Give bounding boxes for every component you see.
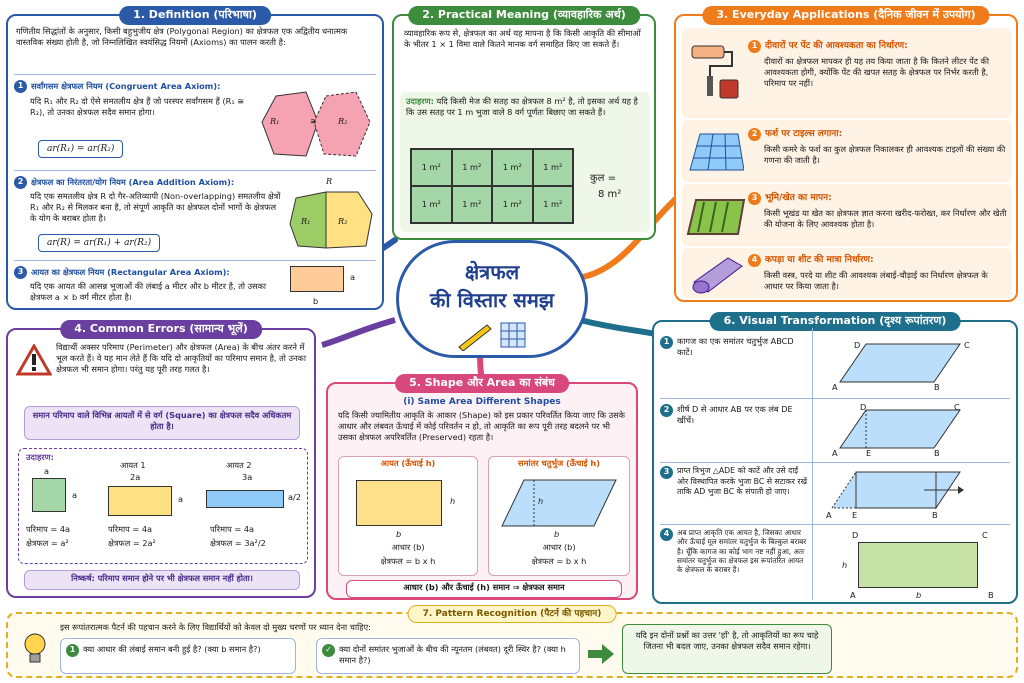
- paint-roller-icon: [688, 42, 744, 102]
- axiom-1-number: 1: [14, 80, 27, 93]
- visual-transformation-panel: [652, 314, 1018, 604]
- total-value: 8 m²: [598, 189, 622, 200]
- warning-icon: [16, 344, 52, 376]
- square-shape: [32, 478, 66, 512]
- label-r1-split: R₁: [301, 216, 311, 226]
- label-congruent: ≅: [310, 116, 317, 126]
- area-addition-figure: [286, 184, 376, 254]
- unit-square: 1 m²: [492, 186, 533, 223]
- errors-title: 4. Common Errors (सामान्य भूलें): [60, 320, 262, 339]
- step-1-number: 1: [660, 336, 673, 349]
- step-3-text: प्राप्त त्रिभुज △ADE को काटें और उसे दाईं ओर विस्थापित करके भुजा BC से सटाकर रखें ताकि AD भुजा BC के संपाती हो जाए।: [677, 466, 807, 497]
- square-perimeter: परिमाप = 4a: [26, 524, 71, 534]
- rect1-side-label: a: [178, 494, 184, 504]
- unit-square: 1 m²: [533, 186, 574, 223]
- parallelogram-case-base: आधार (b): [542, 542, 576, 552]
- definition-title: 1. Definition (परिभाषा): [119, 6, 271, 25]
- step-1-parallelogram: [830, 338, 980, 388]
- s4-h: h: [842, 560, 848, 570]
- s2-D: D: [860, 402, 867, 412]
- unit-square: 1 m²: [533, 149, 574, 186]
- definition-intro: गणितीय सिद्धांतों के अनुसार, किसी बहुभुजीय क्षेत्र (Polygonal Region) का क्षेत्रफल एक अद्वितीय धनात्मक वास्तविक संख्या होती है, जो निम्नलिखित स्वयंसिद्ध नियमों (Axioms) का पालन करती है:: [16, 26, 348, 48]
- shape-area-subtitle: (i) Same Area Different Shapes: [403, 397, 561, 407]
- unit-square: 1 m²: [492, 149, 533, 186]
- rect2-top-label: 3a: [242, 472, 253, 482]
- unit-squares-grid: [410, 148, 574, 224]
- step-4-rectangle: [858, 542, 978, 588]
- axiom-2-title: क्षेत्रफल का निरंतरता/योग नियम (Area Addition Axiom):: [31, 176, 235, 187]
- cloth-roll-icon: [688, 252, 744, 296]
- axiom-3-number: 3: [14, 266, 27, 279]
- center-title-line2: की विस्तार समझ: [430, 288, 554, 312]
- axiom-3-title: आयत का क्षेत्रफल नियम (Rectangular Area Axiom):: [31, 266, 230, 277]
- app-3-title: भूमि/खेत का मापन:: [765, 193, 832, 204]
- rect1-top-label: 2a: [130, 472, 141, 482]
- rectangle-case-b: b: [396, 529, 402, 539]
- rect-side-b: b: [313, 296, 319, 306]
- rect2-area: क्षेत्रफल = 3a²/2: [210, 538, 266, 548]
- s4-D: D: [852, 530, 859, 540]
- app-3-number: 3: [748, 192, 761, 205]
- rectangle-case-formula: क्षेत्रफल = b x h: [380, 556, 436, 566]
- label-r2: R₂: [338, 116, 348, 126]
- errors-highlight: समान परिमाप वाले विभिन्न आयतों में से वर्ग (Square) का क्षेत्रफल सदैव अधिकतम होता है।: [32, 410, 292, 432]
- step-2-text: शीर्ष D से आधार AB पर एक लंब DE खींचें।: [677, 404, 793, 426]
- label-r1: R₁: [270, 116, 280, 126]
- example-label: उदाहरण:: [406, 96, 434, 106]
- square-area: क्षेत्रफल = a²: [26, 538, 69, 548]
- practical-text: व्यावहारिक रूप से, क्षेत्रफल का अर्थ यह मापना है कि किसी आकृति की सीमाओं के भीतर 1 × 1 विमा वाले कितने मानक वर्ग समाहित किए जा सकते हैं।: [404, 28, 641, 50]
- center-topic-bubble: [396, 240, 588, 358]
- errors-conclusion: निष्कर्ष: परिमाप समान होने पर भी क्षेत्रफल समान नहीं होता।: [71, 573, 253, 583]
- s1-C: C: [964, 340, 970, 350]
- s4-C: C: [982, 530, 988, 540]
- axiom-1-formula: ar(R₁) = ar(R₂): [38, 140, 123, 158]
- step-1-text: कागज का एक समांतर चतुर्भुज ABCD काटें।: [677, 336, 794, 358]
- step-3-shift-figure: [830, 468, 1010, 516]
- transformation-title: 6. Visual Transformation (दृश्य रूपांतरण): [710, 312, 961, 331]
- parallelogram-case-formula: क्षेत्रफल = b x h: [531, 556, 587, 566]
- rect2-side-label: a/2: [288, 492, 301, 502]
- rect1-title: आयत 1: [120, 460, 146, 470]
- unit-square: 1 m²: [411, 149, 452, 186]
- shape-area-panel: [326, 376, 638, 600]
- rectangle-case-shape: [356, 480, 442, 526]
- s3-A: A: [826, 510, 832, 520]
- label-r: R: [326, 176, 333, 186]
- s4-B: B: [988, 590, 994, 600]
- parallelogram-case-title: समांतर चतुर्भुज (ऊँचाई h): [518, 458, 600, 468]
- rectangle-case-title: आयत (ऊँचाई h): [380, 458, 436, 468]
- s4-b: b: [916, 590, 922, 600]
- rectangle-case-base: आधार (b): [391, 542, 425, 552]
- s2-C: C: [954, 402, 960, 412]
- example-text: यदि किसी मेज की सतह का क्षेत्रफल 8 m² है, तो इसका अर्थ यह है कि उस सतह पर 1 m भुजा वाले 8 वर्ग पूर्णतः बिछाए जा सकते हैं।: [406, 96, 638, 118]
- s1-D: D: [854, 340, 861, 350]
- app-1-text: दीवारों का क्षेत्रफल मापकर ही यह तय किया जाता है कि कितने लीटर पेंट की आवश्यकता होगी, क्योंकि पेंट की खपत सतह के क्षेत्रफल पर निर्भर करती है, परिमाप पर नहीं।: [764, 56, 989, 89]
- step-3-number: 3: [660, 466, 673, 479]
- s2-A: A: [832, 448, 838, 458]
- step-4-text: अब प्राप्त आकृति एक आयत है, जिसका आधार और ऊँचाई मूल समांतर चतुर्भुज के बिल्कुल बराबर है। चूँकि कागज का कोई भाग नष्ट नहीं हुआ, अतः समांतर चतुर्भुज का क्षेत्रफल इस रूपांतरित आयत के क्षेत्रफल के बराबर है।: [677, 528, 807, 575]
- s2-E: E: [866, 448, 872, 458]
- axiom-2-number: 2: [14, 176, 27, 189]
- pattern-intro: इस रूपांतरात्मक पैटर्न की पहचान करने के लिए विद्यार्थियों को केवल दो मुख्य चरणों पर ध्यान देना चाहिए:: [60, 622, 371, 632]
- unit-square: 1 m²: [452, 186, 493, 223]
- app-3-text: किसी भूखंड या खेत का क्षेत्रफल ज्ञात करना खरीद-फरोख्त, कर निर्धारण और खेती की योजना के लिए आवश्यक होता है।: [764, 208, 1007, 230]
- question-1-number: 1: [66, 644, 79, 657]
- step-2-number: 2: [660, 404, 673, 417]
- result-text: यदि इन दोनों प्रश्नों का उत्तर 'हाँ' है, तो आकृतियों का रूप चाहे जितना भी बदल जाए, उनका क्षेत्रफल सदैव समान रहेगा।: [635, 630, 819, 652]
- axiom-1-title: सर्वांगसम क्षेत्रफल नियम (Congruent Area Axiom):: [31, 80, 221, 91]
- field-plot-icon: [686, 194, 746, 238]
- rect1-perimeter: परिमाप = 4a: [108, 524, 153, 534]
- floor-tiles-icon: [688, 130, 744, 174]
- s1-A: A: [832, 382, 838, 392]
- app-4-number: 4: [748, 254, 761, 267]
- app-2-number: 2: [748, 128, 761, 141]
- total-label: कुल =: [590, 173, 617, 184]
- square-top-label: a: [44, 466, 50, 476]
- check-icon: ✓: [322, 644, 335, 657]
- axiom-2-formula: ar(R) = ar(R₁) + ar(R₂): [38, 234, 160, 252]
- question-1-text: क्या आधार की लंबाई समान बनी हुई है? (क्या b समान है?): [83, 644, 261, 654]
- parallelogram-case-shape: [500, 478, 620, 530]
- shape-area-footer: आधार (b) और ऊँचाई (h) समान ⇒ क्षेत्रफल समान: [403, 582, 565, 592]
- errors-example-label: उदाहरण:: [26, 452, 54, 462]
- rect2-shape: [206, 490, 284, 508]
- everyday-applications-panel: [674, 8, 1018, 302]
- center-title-line1: क्षेत्रफल: [464, 260, 520, 284]
- app-4-title: कपड़ा या शीट की मात्रा निर्धारण:: [765, 255, 874, 266]
- lightbulb-icon: [20, 630, 50, 666]
- axiom-3-text: यदि एक आयत की आसन्न भुजाओं की लंबाई a मीटर और b मीटर है, तो उसका क्षेत्रफल a × b वर्ग मीटर होता है।: [30, 281, 267, 303]
- app-1-title: दीवारों पर पेंट की आवश्यकता का निर्धारण:: [765, 41, 908, 52]
- rect1-area: क्षेत्रफल = 2a²: [108, 538, 156, 548]
- rectangle-figure: [290, 266, 344, 292]
- app-2-text: किसी कमरे के फर्श का कुल क्षेत्रफल निकालकर ही आवश्यक टाइलों की संख्या की गणना की जाती है।: [764, 144, 1006, 166]
- rect1-shape: [108, 486, 172, 516]
- shape-area-title: 5. Shape और Area का संबंध: [395, 374, 569, 393]
- pattern-title: 7. Pattern Recognition (पैटर्न की पहचान): [408, 605, 617, 623]
- definition-panel: [6, 8, 384, 310]
- parallelogram-case-h: h: [538, 496, 544, 506]
- unit-square: 1 m²: [452, 149, 493, 186]
- arrow-right-icon: [588, 644, 614, 664]
- step-4-number: 4: [660, 528, 673, 541]
- rect-side-a: a: [350, 272, 356, 282]
- square-side-label: a: [72, 490, 78, 500]
- ruler-grid-icon: [457, 321, 527, 351]
- axiom-1-text: यदि R₁ और R₂ दो ऐसे समतलीय क्षेत्र हैं जो परस्पर सर्वांगसम हैं (R₁ ≅ R₂), तो उनका क्षेत्रफल सदैव समान होगा।: [30, 96, 245, 118]
- parallelogram-case-b: b: [554, 529, 560, 539]
- pattern-recognition-panel: [6, 609, 1018, 678]
- shape-area-text: यदि किसी ज्यामितीय आकृति के आकार (Shape) को इस प्रकार परिवर्तित किया जाए कि उसके आधार और लंबवत ऊँचाई में कोई परिवर्तन न हो, तो आकृति का रूप पूरी तरह बदलने पर भी उसका क्षेत्रफल अपरिवर्तित (Preserved) रहता है।: [338, 410, 625, 443]
- s4-A: A: [850, 590, 856, 600]
- errors-text: विद्यार्थी अक्सर परिमाप (Perimeter) और क्षेत्रफल (Area) के बीच अंतर करने में भूल करते हैं। वे यह मान लेते हैं कि यदि दो आकृतियों का परिमाप समान है, तो उनका क्षेत्रफल भी समान होगा। परंतु यह पूरी तरह गलत है।: [56, 342, 306, 375]
- question-2-text: क्या दोनों समांतर भुजाओं के बीच की न्यूनतम (लंबवत) दूरी स्थिर है? (क्या h समान है?): [339, 644, 566, 666]
- app-4-text: किसी वस्त्र, परदे या शीट की आवश्यक लंबाई-चौड़ाई का निर्धारण क्षेत्रफल के आधार पर किया जाता है।: [764, 270, 988, 292]
- practical-title: 2. Practical Meaning (व्यावहारिक अर्थ): [408, 6, 640, 25]
- rectangle-case-h: h: [450, 496, 456, 506]
- app-2-title: फर्श पर टाइल्स लगाना:: [765, 129, 843, 140]
- practical-meaning-panel: [392, 8, 656, 240]
- s3-B: B: [932, 510, 938, 520]
- label-r2-split: R₂: [338, 216, 348, 226]
- common-errors-panel: [6, 322, 316, 598]
- s1-B: B: [934, 382, 940, 392]
- s2-B: B: [934, 448, 940, 458]
- unit-square: 1 m²: [411, 186, 452, 223]
- rect2-title: आयत 2: [226, 460, 252, 470]
- rect2-perimeter: परिमाप = 4a: [210, 524, 255, 534]
- app-1-number: 1: [748, 40, 761, 53]
- axiom-2-text: यदि एक समतलीय क्षेत्र R दो गैर-अतिव्यापी (Non-overlapping) समतलीय क्षेत्रों R₁ और R₂ से मिलकर बना है, तो संपूर्ण आकृति का क्षेत्रफल दोनों भागों के क्षेत्रफल के योग के बराबर होता है।: [30, 191, 281, 224]
- applications-title: 3. Everyday Applications (दैनिक जीवन में उपयोग): [702, 6, 989, 25]
- s3-E: E: [852, 510, 858, 520]
